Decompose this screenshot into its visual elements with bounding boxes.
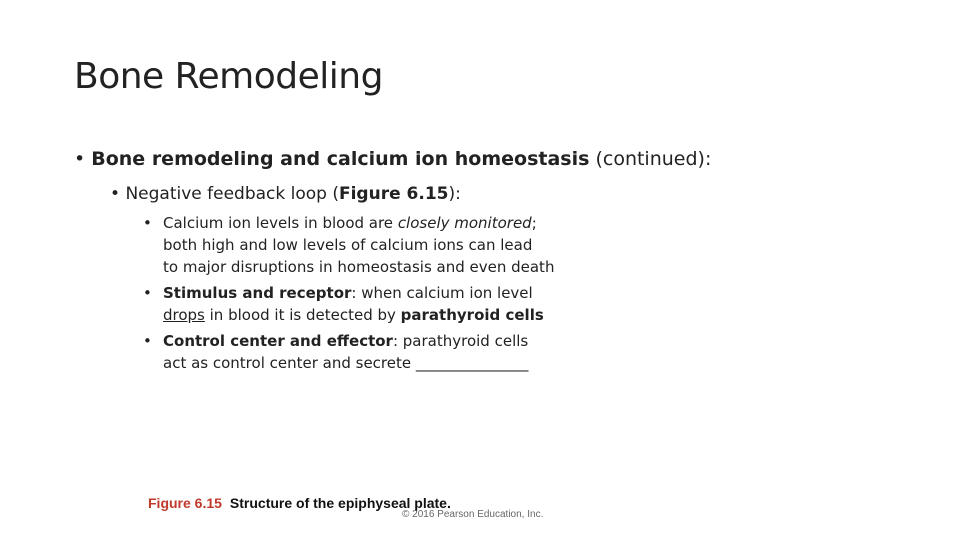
sub3-text: : parathyroid cells xyxy=(392,332,529,350)
sub1-line2: both high and low levels of calcium ions can lead xyxy=(163,236,533,254)
sub1-italic-text: closely monitored xyxy=(397,214,532,232)
sub1-punct: ; xyxy=(531,214,537,232)
bullet-dot: • xyxy=(143,284,152,302)
sub2-bold-text-2: parathyroid cells xyxy=(400,306,544,324)
bullet2-text-pre: Negative feedback loop ( xyxy=(125,184,339,204)
sub3-bold-text: Control center and effector xyxy=(163,332,393,350)
sub3-line2: act as control center and secrete _______________ xyxy=(163,354,529,372)
bullet-dot: • xyxy=(143,332,152,350)
sub-bullet-stimulus-receptor xyxy=(143,282,544,326)
bullet-level-1 xyxy=(74,148,711,170)
bullet-dot: • xyxy=(74,148,92,170)
slide-title: Bone Remodeling xyxy=(74,56,383,97)
bullet2-figure-ref: Figure 6.15 xyxy=(338,184,449,204)
sub2-underlined-text: drops xyxy=(163,306,205,324)
sub-bullet-control-center xyxy=(143,330,528,374)
copyright-notice: © 2016 Pearson Education, Inc. xyxy=(402,509,544,520)
bullet1-text: (continued): xyxy=(589,148,712,170)
figure-caption-text: Structure of the epiphyseal plate. xyxy=(229,495,451,511)
bullet1-bold-text: Bone remodeling and calcium ion homeostasis xyxy=(91,148,590,170)
sub1-line3: to major disruptions in homeostasis and even death xyxy=(163,258,555,276)
sub2-text: : when calcium ion level xyxy=(351,284,533,302)
sub2-line2 xyxy=(143,304,544,326)
sub1-text: Calcium ion levels in blood are xyxy=(163,214,398,232)
figure-label: Figure 6.15 xyxy=(148,495,222,511)
sub2-bold-text: Stimulus and receptor xyxy=(163,284,352,302)
sub2-line1 xyxy=(143,282,544,304)
sub1-line1 xyxy=(143,212,554,234)
sub2-text-mid: in blood it is detected by xyxy=(204,306,401,324)
bullet2-text-post: ): xyxy=(448,184,461,204)
bullet-level-2 xyxy=(110,184,461,204)
bullet-dot: • xyxy=(143,214,152,232)
bullet-dot: • xyxy=(110,184,126,204)
sub-bullet-calcium-levels xyxy=(143,212,554,278)
sub3-line1 xyxy=(143,330,528,352)
